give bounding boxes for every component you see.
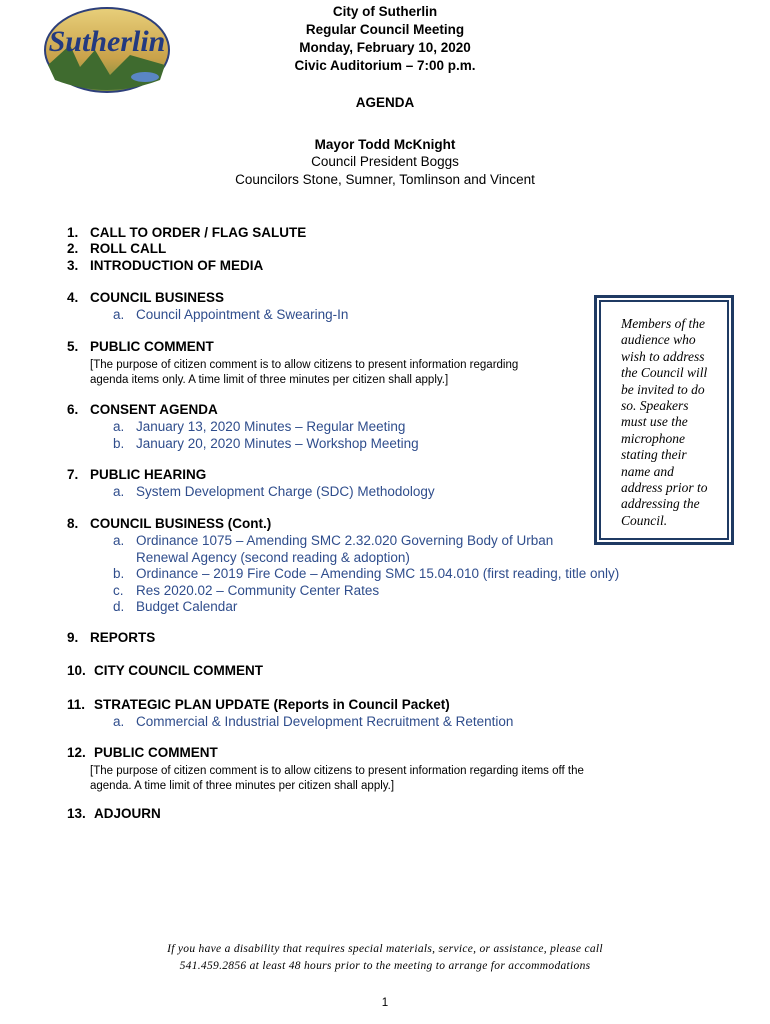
page-number: 1 bbox=[381, 997, 389, 1009]
item-label: CITY COUNCIL COMMENT bbox=[94, 663, 264, 678]
item-number: 5. bbox=[67, 339, 79, 354]
sidebar-line: address prior to bbox=[621, 480, 708, 496]
item-label: PUBLIC HEARING bbox=[90, 467, 207, 482]
sidebar-line: audience who bbox=[621, 332, 696, 348]
subitem-letter: a. bbox=[113, 484, 125, 499]
subitem-letter: a. bbox=[113, 714, 125, 729]
subitem-link[interactable]: Ordinance – 2019 Fire Code – Amending SMC 15.04.010 (first reading, title only) bbox=[136, 566, 620, 581]
sidebar-line: Council. bbox=[621, 512, 668, 528]
subitem-link[interactable]: Council Appointment & Swearing-In bbox=[136, 307, 349, 322]
sidebar-line: name and bbox=[621, 463, 674, 479]
subitem-letter: b. bbox=[113, 435, 125, 451]
subitem-link[interactable]: January 13, 2020 Minutes – Regular Meeting bbox=[136, 419, 406, 434]
public-comment-sidebar bbox=[594, 295, 734, 545]
header-location: Civic Auditorium – 7:00 p.m. bbox=[294, 58, 476, 73]
subitem-letter: c. bbox=[113, 582, 124, 598]
sidebar-line: must use the bbox=[621, 414, 688, 430]
subitem-link[interactable]: Ordinance 1075 – Amending SMC 2.32.020 Governing Body of Urban bbox=[136, 533, 554, 548]
item-label: ADJOURN bbox=[94, 806, 161, 821]
subitem-letter: a. bbox=[113, 533, 125, 548]
item-label: ROLL CALL bbox=[90, 241, 167, 256]
item-note: agenda items only. A time limit of three minutes per citizen shall apply.] bbox=[90, 374, 449, 386]
footer-line-1: If you have a disability that requires special materials, service, or assistance, please call bbox=[167, 943, 603, 955]
item-number: 8. bbox=[67, 516, 79, 531]
header-meeting: Regular Council Meeting bbox=[305, 22, 465, 37]
subitem-letter: b. bbox=[113, 566, 125, 581]
subitem-letter: d. bbox=[113, 599, 125, 614]
council-president: Council President Boggs bbox=[311, 154, 459, 169]
item-number: 12. bbox=[67, 745, 86, 760]
sidebar-line: so. Speakers bbox=[621, 398, 689, 414]
item-label: STRATEGIC PLAN UPDATE (Reports in Council Packet) bbox=[94, 697, 450, 712]
item-number: 13. bbox=[67, 806, 86, 821]
subitem-link-cont[interactable]: Renewal Agency (second reading & adoption) bbox=[136, 549, 410, 565]
item-label: CONSENT AGENDA bbox=[90, 402, 218, 417]
sidebar-line: Members of the bbox=[621, 316, 705, 331]
sidebar-line: microphone bbox=[621, 430, 685, 446]
subitem-link[interactable]: Res 2020.02 – Community Center Rates bbox=[136, 582, 380, 598]
item-label: INTRODUCTION OF MEDIA bbox=[90, 258, 264, 273]
item-number: 3. bbox=[67, 258, 79, 273]
item-number: 1. bbox=[67, 225, 79, 240]
item-note: [The purpose of citizen comment is to allow citizens to present information regarding items off the bbox=[90, 765, 584, 777]
subitem-letter: a. bbox=[113, 419, 125, 434]
mayor: Mayor Todd McKnight bbox=[314, 137, 456, 152]
header-city: City of Sutherlin bbox=[332, 4, 438, 19]
sidebar-line: be invited to do bbox=[621, 381, 705, 397]
item-number: 2. bbox=[67, 241, 79, 256]
item-label: COUNCIL BUSINESS bbox=[90, 290, 225, 305]
councilors: Councilors Stone, Sumner, Tomlinson and Vincent bbox=[235, 172, 535, 187]
item-label: CALL TO ORDER / FLAG SALUTE bbox=[90, 225, 307, 240]
item-label: PUBLIC COMMENT bbox=[90, 339, 214, 354]
sidebar-line: wish to address bbox=[621, 348, 705, 364]
item-number: 11. bbox=[67, 697, 86, 712]
item-label: REPORTS bbox=[90, 630, 156, 645]
subitem-link[interactable]: System Development Charge (SDC) Methodology bbox=[136, 484, 435, 499]
item-note: agenda. A time limit of three minutes per citizen shall apply.] bbox=[90, 780, 395, 792]
subitem-letter: a. bbox=[113, 307, 125, 322]
item-number: 9. bbox=[67, 630, 79, 645]
footer-line-2: 541.459.2856 at least 48 hours prior to the meeting to arrange for accommodations bbox=[179, 960, 591, 972]
subitem-link[interactable]: January 20, 2020 Minutes – Workshop Meeting bbox=[136, 435, 419, 451]
subitem-link[interactable]: Commercial & Industrial Development Recruitment & Retention bbox=[136, 714, 514, 729]
subitem-link[interactable]: Budget Calendar bbox=[136, 599, 238, 614]
item-number: 6. bbox=[67, 402, 79, 417]
header-date: Monday, February 10, 2020 bbox=[299, 40, 471, 55]
sidebar-line: the Council will bbox=[621, 365, 708, 381]
sidebar-line: addressing the bbox=[621, 496, 700, 512]
item-label: PUBLIC COMMENT bbox=[94, 745, 218, 760]
item-number: 4. bbox=[67, 290, 79, 305]
svg-text:Sutherlin: Sutherlin bbox=[48, 25, 166, 58]
item-number: 10. bbox=[67, 663, 86, 678]
item-note: [The purpose of citizen comment is to allow citizens to present information regarding bbox=[90, 359, 519, 371]
sidebar-line: stating their bbox=[621, 447, 687, 463]
item-number: 7. bbox=[67, 467, 79, 482]
agenda-title: AGENDA bbox=[355, 95, 415, 110]
item-label: COUNCIL BUSINESS (Cont.) bbox=[90, 516, 272, 531]
